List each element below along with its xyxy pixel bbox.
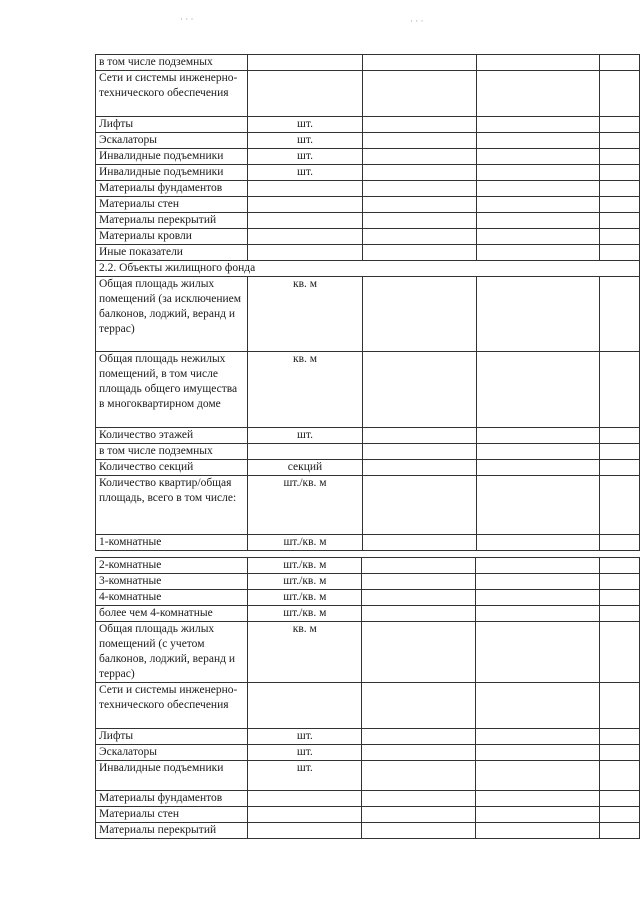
indicator-label: в том числе подземных [96, 55, 248, 71]
value-cell [362, 476, 476, 535]
table-row [96, 683, 640, 729]
value-cell [476, 761, 600, 791]
table-row [96, 558, 640, 574]
indicator-label: 1-комнатные [96, 535, 248, 551]
value-cell [600, 55, 640, 71]
value-cell [362, 683, 476, 729]
table-body [96, 55, 640, 551]
value-cell [476, 823, 600, 839]
value-cell [362, 197, 476, 213]
indicator-label: Сети и системы инженерно-технического обеспечения [96, 71, 248, 117]
indicator-label: Общая площадь жилых помещений (за исключением балконов, лоджий, веранд и террас) [96, 277, 248, 352]
value-cell [600, 622, 640, 683]
unit-cell [248, 229, 362, 245]
value-cell [600, 71, 640, 117]
indicator-label: Материалы кровли [96, 229, 248, 245]
unit-cell: шт. [248, 729, 362, 745]
value-cell [476, 807, 600, 823]
value-cell [600, 229, 640, 245]
value-cell [600, 428, 640, 444]
table-row [96, 761, 640, 791]
value-cell [362, 117, 476, 133]
table-row [96, 197, 640, 213]
unit-cell: шт. [248, 149, 362, 165]
value-cell [362, 229, 476, 245]
value-cell [476, 535, 600, 551]
unit-cell [248, 807, 362, 823]
unit-cell: шт./кв. м [248, 535, 362, 551]
value-cell [362, 165, 476, 181]
section-row [96, 261, 640, 277]
value-cell [476, 352, 600, 428]
value-cell [600, 535, 640, 551]
value-cell [362, 71, 476, 117]
value-cell [362, 823, 476, 839]
indicators-table-top [95, 54, 640, 551]
value-cell [362, 574, 476, 590]
value-cell [362, 606, 476, 622]
value-cell [600, 745, 640, 761]
value-cell [600, 213, 640, 229]
indicator-label: Материалы фундаментов [96, 181, 248, 197]
value-cell [362, 558, 476, 574]
indicator-label: Материалы фундаментов [96, 791, 248, 807]
indicator-label: 4-комнатные [96, 590, 248, 606]
unit-cell [248, 181, 362, 197]
unit-cell: шт. [248, 745, 362, 761]
value-cell [476, 444, 600, 460]
indicator-label: Инвалидные подъемники [96, 165, 248, 181]
indicator-label: в том числе подземных [96, 444, 248, 460]
value-cell [600, 165, 640, 181]
indicator-label: 2-комнатные [96, 558, 248, 574]
value-cell [476, 791, 600, 807]
value-cell [476, 213, 600, 229]
value-cell [362, 352, 476, 428]
table-row [96, 745, 640, 761]
value-cell [362, 245, 476, 261]
table-body [96, 558, 640, 839]
value-cell [476, 55, 600, 71]
indicator-label: Материалы стен [96, 197, 248, 213]
indicator-label: Общая площадь нежилых помещений, в том числе площадь общего имущества в многоквартирном доме [96, 352, 248, 428]
value-cell [600, 245, 640, 261]
value-cell [600, 683, 640, 729]
indicator-label: Инвалидные подъемники [96, 149, 248, 165]
value-cell [476, 590, 600, 606]
unit-cell [248, 245, 362, 261]
value-cell [476, 683, 600, 729]
value-cell [600, 590, 640, 606]
value-cell [600, 181, 640, 197]
value-cell [600, 823, 640, 839]
value-cell [600, 133, 640, 149]
value-cell [476, 428, 600, 444]
table-row [96, 606, 640, 622]
value-cell [600, 807, 640, 823]
value-cell [476, 558, 600, 574]
value-cell [362, 761, 476, 791]
table-row [96, 823, 640, 839]
indicator-label: Эскалаторы [96, 133, 248, 149]
table-row [96, 622, 640, 683]
value-cell [600, 476, 640, 535]
indicator-label: Материалы перекрытий [96, 823, 248, 839]
value-cell [600, 729, 640, 745]
unit-cell [248, 71, 362, 117]
value-cell [600, 149, 640, 165]
indicator-label: Материалы перекрытий [96, 213, 248, 229]
table-row [96, 149, 640, 165]
table-row [96, 117, 640, 133]
unit-cell: секций [248, 460, 362, 476]
unit-cell: кв. м [248, 277, 362, 352]
value-cell [600, 791, 640, 807]
unit-cell: шт./кв. м [248, 476, 362, 535]
value-cell [600, 352, 640, 428]
indicators-table-bottom [95, 557, 640, 839]
value-cell [362, 55, 476, 71]
unit-cell: шт. [248, 761, 362, 791]
value-cell [476, 622, 600, 683]
scan-artifact: · · · [180, 14, 194, 24]
unit-cell: шт. [248, 133, 362, 149]
unit-cell: кв. м [248, 622, 362, 683]
value-cell [476, 606, 600, 622]
value-cell [362, 807, 476, 823]
value-cell [600, 606, 640, 622]
indicator-label: Иные показатели [96, 245, 248, 261]
indicator-label: Лифты [96, 729, 248, 745]
indicator-label: Сети и системы инженерно-технического обеспечения [96, 683, 248, 729]
value-cell [476, 71, 600, 117]
value-cell [362, 181, 476, 197]
unit-cell: шт./кв. м [248, 574, 362, 590]
table-row [96, 574, 640, 590]
unit-cell: кв. м [248, 352, 362, 428]
value-cell [362, 133, 476, 149]
value-cell [476, 181, 600, 197]
value-cell [362, 745, 476, 761]
table-row [96, 729, 640, 745]
value-cell [476, 476, 600, 535]
indicator-label: Материалы стен [96, 807, 248, 823]
indicator-label: Количество секций [96, 460, 248, 476]
table-row [96, 181, 640, 197]
value-cell [476, 574, 600, 590]
unit-cell [248, 791, 362, 807]
indicator-label: Лифты [96, 117, 248, 133]
indicator-label: Общая площадь жилых помещений (с учетом балконов, лоджий, веранд и террас) [96, 622, 248, 683]
table-row [96, 245, 640, 261]
table-row [96, 807, 640, 823]
value-cell [362, 460, 476, 476]
table-row [96, 213, 640, 229]
value-cell [476, 277, 600, 352]
table-row [96, 277, 640, 352]
indicator-label: Количество квартир/общая площадь, всего в том числе: [96, 476, 248, 535]
value-cell [476, 149, 600, 165]
unit-cell: шт. [248, 117, 362, 133]
unit-cell: шт. [248, 165, 362, 181]
value-cell [600, 761, 640, 791]
table-row [96, 535, 640, 551]
unit-cell: шт. [248, 428, 362, 444]
value-cell [362, 791, 476, 807]
table-row [96, 55, 640, 71]
value-cell [362, 535, 476, 551]
value-cell [476, 729, 600, 745]
unit-cell [248, 213, 362, 229]
value-cell [476, 229, 600, 245]
table-row [96, 71, 640, 117]
indicator-label: более чем 4-комнатные [96, 606, 248, 622]
value-cell [476, 165, 600, 181]
unit-cell: шт./кв. м [248, 606, 362, 622]
value-cell [600, 444, 640, 460]
table-row [96, 444, 640, 460]
unit-cell [248, 823, 362, 839]
table-row [96, 460, 640, 476]
value-cell [362, 444, 476, 460]
unit-cell [248, 683, 362, 729]
value-cell [600, 460, 640, 476]
value-cell [476, 133, 600, 149]
value-cell [476, 245, 600, 261]
value-cell [600, 117, 640, 133]
unit-cell [248, 444, 362, 460]
value-cell [600, 277, 640, 352]
value-cell [476, 197, 600, 213]
value-cell [362, 213, 476, 229]
unit-cell: шт./кв. м [248, 590, 362, 606]
table-row [96, 229, 640, 245]
value-cell [476, 117, 600, 133]
table-row [96, 133, 640, 149]
value-cell [600, 197, 640, 213]
indicator-label: 3-комнатные [96, 574, 248, 590]
value-cell [362, 428, 476, 444]
indicator-label: Инвалидные подъемники [96, 761, 248, 791]
table-row [96, 165, 640, 181]
section-title: 2.2. Объекты жилищного фонда [96, 261, 640, 277]
indicator-label: Количество этажей [96, 428, 248, 444]
value-cell [476, 745, 600, 761]
value-cell [362, 622, 476, 683]
value-cell [362, 277, 476, 352]
value-cell [362, 590, 476, 606]
value-cell [600, 574, 640, 590]
table-row [96, 428, 640, 444]
unit-cell [248, 55, 362, 71]
indicator-label: Эскалаторы [96, 745, 248, 761]
table-row [96, 791, 640, 807]
unit-cell [248, 197, 362, 213]
unit-cell: шт./кв. м [248, 558, 362, 574]
table-row [96, 476, 640, 535]
value-cell [600, 558, 640, 574]
value-cell [362, 149, 476, 165]
value-cell [362, 729, 476, 745]
value-cell [476, 460, 600, 476]
table-row [96, 590, 640, 606]
scan-artifact: · · · [410, 16, 424, 26]
table-row [96, 352, 640, 428]
